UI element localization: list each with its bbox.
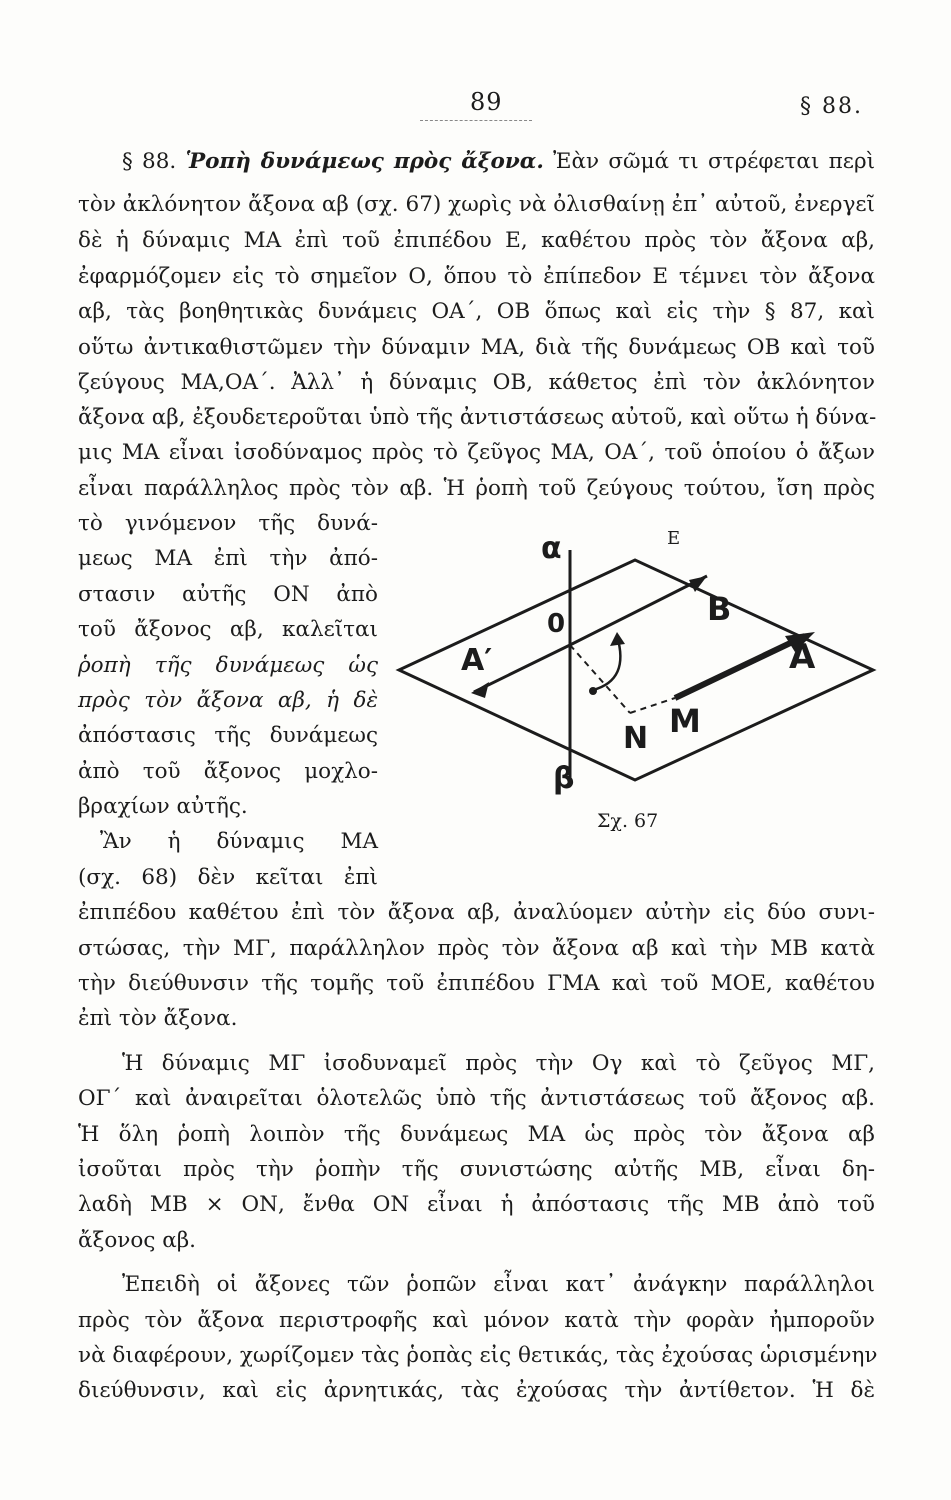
label-b: B [707, 590, 732, 628]
text-line: στώσας, τὴν ΜΓ, παράλληλον πρὸς τὸν ἄξονα αβ καὶ τὴν ΜΒ κατὰ [78, 936, 875, 961]
text-line: ἄξονος αβ. [78, 1228, 196, 1253]
arrow-ma [675, 636, 805, 698]
text-line: στασιν αὐτῆς ΟΝ ἀπὸ [78, 582, 378, 607]
label-a-prime: A′ [461, 643, 493, 678]
text-fragment: Ἐὰν σῶμά τι στρέφεται περὶ [553, 149, 876, 174]
text-line: βραχίων αὐτῆς. [78, 794, 248, 819]
text-line: ἀπὸ τοῦ ἄξονος μοχλο- [78, 759, 378, 784]
arrowhead-a-prime [471, 682, 489, 698]
text-line: ἐπὶ τὸν ἄξονα. [78, 1006, 238, 1031]
label-alpha: α [541, 531, 562, 566]
text-line: (σχ. 68) δὲν κεῖται ἐπὶ [78, 865, 378, 890]
text-line: Ἐπειδὴ οἱ ἄξονες τῶν ῥοπῶν εἶναι κατ᾽ ἀνάγκην παράλληλοι [122, 1272, 875, 1297]
figure-67 [385, 520, 885, 840]
text-line: τὸν ἀκλόνητον ἄξονα αβ (σχ. 67) χωρὶς νὰ ὀλισθαίνῃ ἐπ᾽ αὐτοῦ, ἐνεργεῖ [78, 192, 875, 217]
text-line: οὕτω ἀντικαθιστῶμεν τὴν δύναμιν ΜΑ, διὰ τῆς δυνάμεως ΟΒ καὶ τοῦ [78, 335, 875, 360]
text-line: ΟΓ΄ καὶ ἀναιρεῖται ὁλοτελῶς ὑπὸ τῆς ἀντιστάσεως τοῦ ἄξονος αβ. [78, 1086, 875, 1111]
text-line: πρὸς τὸν ἄξονα περιστροφῆς καὶ μόνον κατὰ τὴν φορὰν ἠμποροῦν [78, 1308, 875, 1333]
running-section-ref: § 88. [800, 94, 863, 119]
label-a: A [789, 637, 816, 677]
text-line: εἶναι παράλληλος πρὸς τὸν αβ. Ἡ ῥοπὴ τοῦ ζεύγους τούτου, ἴση πρὸς [78, 476, 875, 501]
text-line: ζεύγους ΜΑ,ΟΑ΄. Ἀλλ᾽ ἡ δύναμις ΟΒ, κάθετος ἐπὶ τὸν ἀκλόνητον [78, 370, 875, 395]
text-line: αβ, τὰς βοηθητικὰς δυνάμεις ΟΑ΄, ΟΒ ὅπως καὶ εἰς τὴν § 87, καὶ [78, 299, 875, 324]
arrowhead-rotation [610, 632, 625, 646]
text-line: πρὸς τὸν ἄξονα αβ, ἡ δὲ [78, 688, 378, 713]
text-line: ῥοπὴ τῆς δυνάμεως ὡς [78, 653, 378, 678]
figure-caption: Σχ. 67 [597, 810, 659, 832]
text-line: νὰ διαφέρουν, χωρίζομεν τὰς ῥοπὰς εἰς θετικάς, τὰς ἐχούσας ὡρισμένην [78, 1343, 878, 1368]
text-line: λαδὴ ΜΒ × ΟΝ, ἔνθα ΟΝ εἶναι ἡ ἀπόστασις τῆς ΜΒ ἀπὸ τοῦ [78, 1192, 875, 1217]
text-line: Ἂν ἡ δύναμις ΜΑ [100, 829, 378, 854]
text-line: δὲ ἡ δύναμις ΜΑ ἐπὶ τοῦ ἐπιπέδου Ε, καθέτου πρὸς τὸν ἄξονα αβ, [78, 228, 875, 253]
label-o: 0 [547, 609, 566, 639]
text-line: Ἡ ὅλη ῥοπὴ λοιπὸν τῆς δυνάμεως ΜΑ ὡς πρὸς τὸν ἄξονα αβ [78, 1122, 875, 1147]
text-line: τὴν διεύθυνσιν τῆς τομῆς τοῦ ἐπιπέδου ΓΜΑ καὶ τοῦ ΜΟΕ, καθέτου [78, 971, 875, 996]
text-line: ἄξονα αβ, ἐξουδετεροῦται ὑπὸ τῆς ἀντιστάσεως αὐτοῦ, καὶ οὕτω ἡ δύνα- [78, 405, 877, 430]
text-line: διεύθυνσιν, καὶ εἰς ἀρνητικάς, τὰς ἐχούσας τὴν ἀντίθετον. Ἡ δὲ [78, 1378, 875, 1403]
text-line: ἐφαρμόζομεν εἰς τὸ σημεῖον Ο, ὅπου τὸ ἐπίπεδον Ε τέμνει τὸν ἄξονα [78, 264, 875, 289]
text-line: ἰσοῦται πρὸς τὴν ῥοπὴν τῆς συνιστώσης αὐτῆς ΜΒ, εἶναι δη- [78, 1157, 875, 1182]
label-e: Ε [667, 528, 681, 549]
label-m: M [669, 702, 701, 740]
text-line: τὸ γινόμενον τῆς δυνά- [78, 511, 378, 536]
label-n: N [623, 721, 649, 756]
section-title: Ῥοπὴ δυνάμεως πρὸς ἄξονα. [185, 149, 544, 174]
page-number-rule [420, 120, 532, 121]
arrow-ob [570, 576, 707, 645]
text-line: ἀπόστασις τῆς δυνάμεως [78, 723, 378, 748]
page-number: 89 [470, 88, 503, 116]
label-beta: β [553, 761, 575, 796]
point-dot [589, 687, 597, 695]
section-mark: § 88. [122, 149, 177, 174]
text-line: μις ΜΑ εἶναι ἰσοδύναμος πρὸς τὸ ζεῦγος ΜΑ, ΟΑ΄, τοῦ ὁποίου ὁ ἄξων [78, 440, 875, 465]
text-line: τοῦ ἄξονος αβ, καλεῖται [78, 617, 378, 642]
text-line: Ἡ δύναμις ΜΓ ἰσοδυναμεῖ πρὸς τὴν Ογ καὶ τὸ ζεῦγος ΜΓ, [122, 1051, 875, 1076]
text-line [78, 150, 875, 174]
text-line: μεως ΜΑ ἐπὶ τὴν ἀπό- [78, 546, 378, 571]
text-line: ἐπιπέδου καθέτου ἐπὶ τὸν ἄξονα αβ, ἀναλύομεν αὐτὴν εἰς δύο συνι- [78, 900, 875, 925]
